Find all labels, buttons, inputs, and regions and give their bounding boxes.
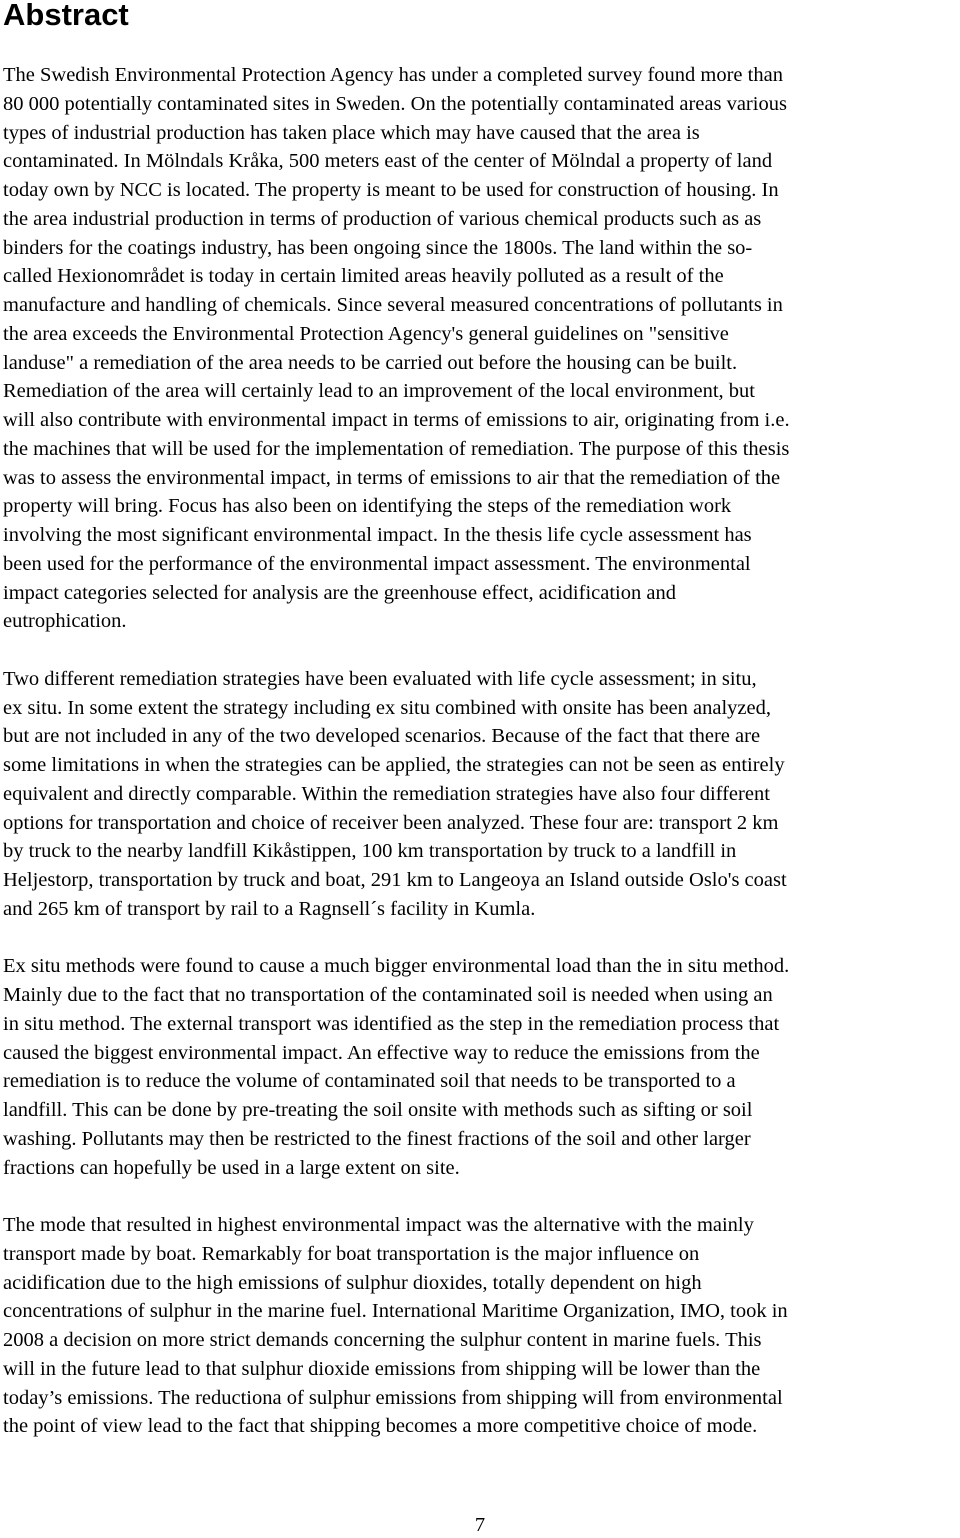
text-line: options for transportation and choice of receiver been analyzed. These four are: transport 2 km [3,811,779,834]
text-line: the machines that will be used for the implementation of remediation. The purpose of this thesis [3,437,790,460]
text-line: will also contribute with environmental impact in terms of emissions to air, originating from i.e. [3,409,790,431]
text-line: property will bring. Focus has also been on identifying the steps of the remediation work [3,495,732,518]
text-line: concentrations of sulphur in the marine fuel. International Maritime Organization, IMO, took in [3,1300,788,1323]
text-line: in situ method. The external transport was identified as the step in the remediation process that [3,1012,780,1035]
text-line: caused the biggest environmental impact. An effective way to reduce the emissions from the [3,1041,760,1064]
paragraph-1 [3,61,960,636]
text-line: equivalent and directly comparable. Within the remediation strategies have also four different [3,782,770,805]
text-line: manufacture and handling of chemicals. Since several measured concentrations of pollutants in [3,294,783,316]
text-line: Heljestorp, transportation by truck and boat, 291 km to Langeoya an Island outside Oslo's coast [3,869,787,891]
text-line: called Hexionområdet is today in certain limited areas heavily polluted as a result of the [3,265,724,288]
text-line: by truck to the nearby landfill Kikåstippen, 100 km transportation by truck to a landfill in [3,840,737,863]
text-line: will in the future lead to that sulphur dioxide emissions from shipping will be lower than the [3,1357,761,1380]
text-line: ex situ. In some extent the strategy including ex situ combined with onsite has been analyzed, [3,696,771,719]
text-line: but are not included in any of the two developed scenarios. Because of the fact that there are [3,725,761,748]
paragraph-4 [3,1211,960,1441]
text-line: been used for the performance of the environmental impact assessment. The environmental [3,552,751,575]
abstract-body [3,61,960,1470]
paragraph-3 [3,952,960,1182]
text-line: fractions can hopefully be used in a large extent on site. [3,1156,460,1179]
text-line: some limitations in when the strategies can be applied, the strategies can not be seen as entirely [3,754,785,776]
text-line: 80 000 potentially contaminated sites in Sweden. On the potentially contaminated areas various [3,92,787,115]
page-number: 7 [474,1514,486,1536]
text-line: Mainly due to the fact that no transportation of the contaminated soil is needed when using an [3,984,773,1006]
text-line: involving the most significant environmental impact. In the thesis life cycle assessment has [3,524,752,546]
text-line: remediation is to reduce the volume of contaminated soil that needs to be transported to a [3,1070,736,1093]
paragraph-2 [3,665,960,924]
text-line: 2008 a decision on more strict demands concerning the sulphur content in marine fuels. This [3,1329,762,1351]
text-line: washing. Pollutants may then be restricted to the finest fractions of the soil and other larger [3,1127,751,1150]
text-line: landuse" a remediation of the area needs to be carried out before the housing can be built. [3,351,738,374]
text-line: The Swedish Environmental Protection Agency has under a completed survey found more than [3,64,783,86]
text-line: The mode that resulted in highest environmental impact was the alternative with the mainly [3,1214,754,1236]
text-line: binders for the coatings industry, has been ongoing since the 1800s. The land within the so- [3,236,753,259]
text-line: the point of view lead to the fact that shipping becomes a more competitive choice of mode. [3,1415,758,1438]
text-line: today’s emissions. The reductiona of sulphur emissions from shipping will from environmental [3,1386,783,1409]
abstract-heading: Abstract [3,0,129,32]
text-line: the area exceeds the Environmental Protection Agency's general guidelines on "sensitive [3,322,729,345]
text-line: today own by NCC is located. The property is meant to be used for construction of housing. In [3,179,779,201]
text-line: impact categories selected for analysis are the greenhouse effect, acidification and [3,581,676,604]
text-line: transport made by boat. Remarkably for boat transportation is the major influence on [3,1242,700,1265]
text-line: the area industrial production in terms of production of various chemical products such as as [3,207,762,230]
text-line: types of industrial production has taken place which may have caused that the area is [3,121,700,144]
text-line: eutrophication. [3,610,127,633]
text-line: Remediation of the area will certainly lead to an improvement of the local environment, but [3,380,755,403]
text-line: acidification due to the high emissions of sulphur dioxides, totally dependent on high [3,1271,702,1294]
text-line: contaminated. In Mölndals Kråka, 500 meters east of the center of Mölndal a property of land [3,150,773,173]
text-line: was to assess the environmental impact, in terms of emissions to air that the remediation of the [3,466,781,489]
text-line: landfill. This can be done by pre-treating the soil onsite with methods such as sifting or soil [3,1099,753,1121]
text-line: and 265 km of transport by rail to a Ragnsell´s facility in Kumla. [3,897,536,920]
text-line: Ex situ methods were found to cause a much bigger environmental load than the in situ method. [3,955,790,978]
text-line: Two different remediation strategies have been evaluated with life cycle assessment; in situ, [3,667,757,690]
